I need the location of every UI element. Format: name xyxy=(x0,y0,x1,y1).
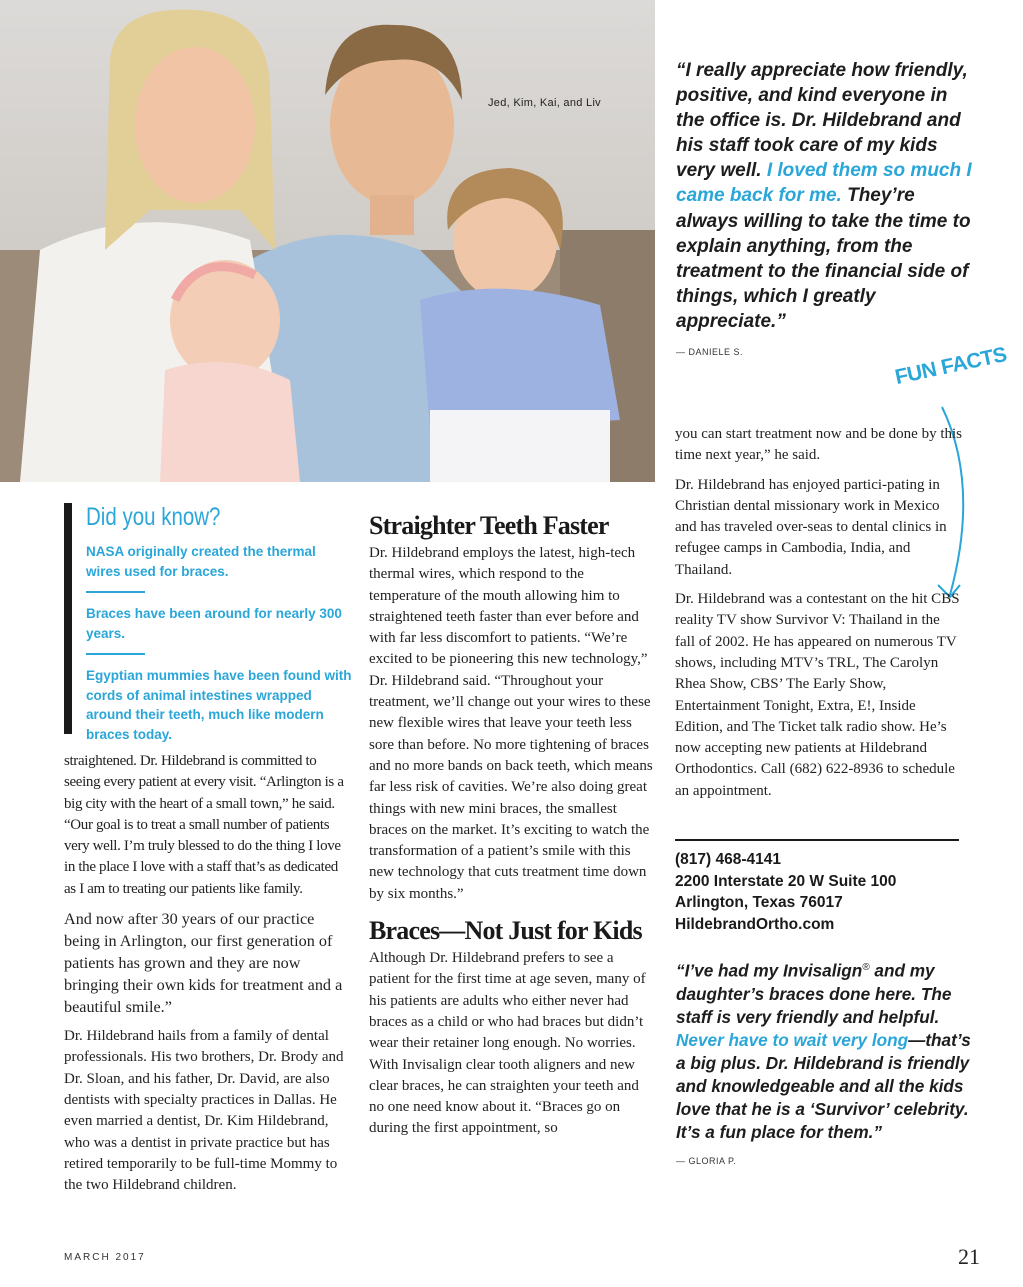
photo-caption: Jed, Kim, Kai, and Liv xyxy=(488,97,601,109)
fact-item: Egyptian mummies have been found with cords of animal intestines wrapped around their teeth, much like modern braces today. xyxy=(86,668,352,742)
article-paragraph: Although Dr. Hildebrand prefers to see a patient for the first time at age seven, many of his patients are adults who either never had braces as a child or who had braces but didn’t wear their retainer long enough. No worries. With Invisalign clear tooth aligners and new clear braces, he can straighten your teeth and no one need know about it. “Braces go on during the first appointment, so xyxy=(369,950,646,1137)
article-paragraph: Dr. Hildebrand hails from a family of dental professionals. His two brothers, Dr. Brody and Dr. Sloan, and his father, Dr. David, are also dentists with specialty practices in Dallas. He even married a dentist, Dr. Kim Hildebrand, who was a dentist in private practice but has retired temporarily to be full-time Mommy to the two Hildebrand children. xyxy=(64,1028,344,1194)
family-photo-illustration xyxy=(0,0,655,482)
quote-attribution: — GLORIA P. xyxy=(676,1155,737,1166)
quote-text-continued: and my daughter’s braces done here. The staff is very friendly and helpful. xyxy=(676,960,952,1027)
article-paragraph: straightened. Dr. Hildebrand is committed to seeing every patient at every visit. “Arlington is a big city with the heart of a small town,” he said. “Our goal is to treat a small number of patients very well. I’m truly blessed to do the thing I love in the place I love with a staff that’s as dedicated as I am to treating our patients like family. xyxy=(64,753,344,897)
contact-block xyxy=(675,849,975,935)
quote-text-continued: They’re always willing to take the time to explain anything, from the treatment to the financial side of things, which I greatly appreciate.” xyxy=(676,185,971,332)
fact-item: NASA originally created the thermal wires used for braces. xyxy=(86,544,316,579)
quote-attribution: — DANIELE S. xyxy=(676,347,744,358)
fact-divider xyxy=(86,591,145,593)
website-link[interactable]: HildebrandOrtho.com xyxy=(675,915,835,933)
article-column-1 xyxy=(64,751,348,1204)
fact-item: Braces have been around for nearly 300 years. xyxy=(86,606,342,641)
address-line-1: 2200 Interstate 20 W Suite 100 xyxy=(675,872,897,890)
article-paragraph: you can start treatment now and be done by this time next year,” he said. xyxy=(675,426,963,464)
article-paragraph: And now after 30 years of our practice being in Arlington, our first generation of patients has grown and they are now bringing their own kids for treatment and a beautiful smile.” xyxy=(64,910,343,1017)
article-paragraph: Dr. Hildebrand employs the latest, high-tech thermal wires, which respond to the temperature of the mouth allowing him to straightened teeth faster than ever before and with far less discomfort to patients. “We’re excited to be pioneering this new technology,” Dr. Hildebrand said. “Throughout your treatment, we’ll change out your wires to these new flexible wires that leave your teeth less sore than before. No more tightening of braces and no more bands on back teeth, which means far less risk of cavities. We’re also doing great things with new mini braces, the smallest braces on the market. It’s exciting to watch the transformation of a patient’s smile with this new technology that cuts treatment time down by six months.” xyxy=(369,545,653,902)
section-heading: Braces—Not Just for Kids xyxy=(369,916,642,946)
testimonial-quote-gloria xyxy=(676,956,976,1173)
quote-highlight: Never have to wait very long xyxy=(676,1029,909,1050)
quote-highlight: I loved them so much I came back for me. xyxy=(676,160,972,207)
address-line-2: Arlington, Texas 76017 xyxy=(675,894,843,911)
registered-mark: ® xyxy=(862,962,870,973)
did-you-know-title: Did you know? xyxy=(86,503,221,531)
quote-text-end: —that’s a big plus. Dr. Hildebrand is friendly and knowledgeable and all the kids love that he is a ‘Survivor’ celebrity. It’s a fun place for them.” xyxy=(676,1029,971,1142)
quote-text: “I’ve had my Invisalign xyxy=(676,960,863,981)
fun-facts-label: FUN FACTS xyxy=(893,342,1009,390)
issue-date: MARCH 2017 xyxy=(64,1252,146,1263)
section-heading: Straighter Teeth Faster xyxy=(369,511,609,540)
did-you-know-box xyxy=(64,503,354,742)
article-paragraph: Dr. Hildebrand has enjoyed partici-pating in Christian dental missionary work in Mexico and has traveled over-seas to dental clinics in refugee camps in Cambodia, India, and Thailand. xyxy=(675,476,947,578)
article-column-2 xyxy=(369,510,657,1148)
fact-divider xyxy=(86,653,145,655)
quote-text: “I really appreciate how friendly, positive, and kind everyone in the office is. Dr. Hildebrand and his staff took care of my kids very well. xyxy=(676,60,968,182)
family-photo xyxy=(0,0,655,482)
page-number: 21 xyxy=(958,1244,980,1269)
article-column-3 xyxy=(675,424,963,810)
contact-divider xyxy=(675,839,959,841)
article-paragraph: Dr. Hildebrand was a contestant on the hit CBS reality TV show Survivor V: Thailand in the fall of 2002. He has appeared on numerous TV shows, including MTV’s TRL, The Carolyn Rhea Show, CBS’ The Early Show, Entertainment Tonight, Extra, E!, Inside Edition, and The Ticket talk radio show. He’s now accepting new patients at Hildebrand Orthodontics. Call (682) 622-8936 to schedule an appointment. xyxy=(675,591,960,799)
phone-number[interactable]: (817) 468-4141 xyxy=(675,851,781,868)
testimonial-quote-daniele xyxy=(676,58,976,365)
